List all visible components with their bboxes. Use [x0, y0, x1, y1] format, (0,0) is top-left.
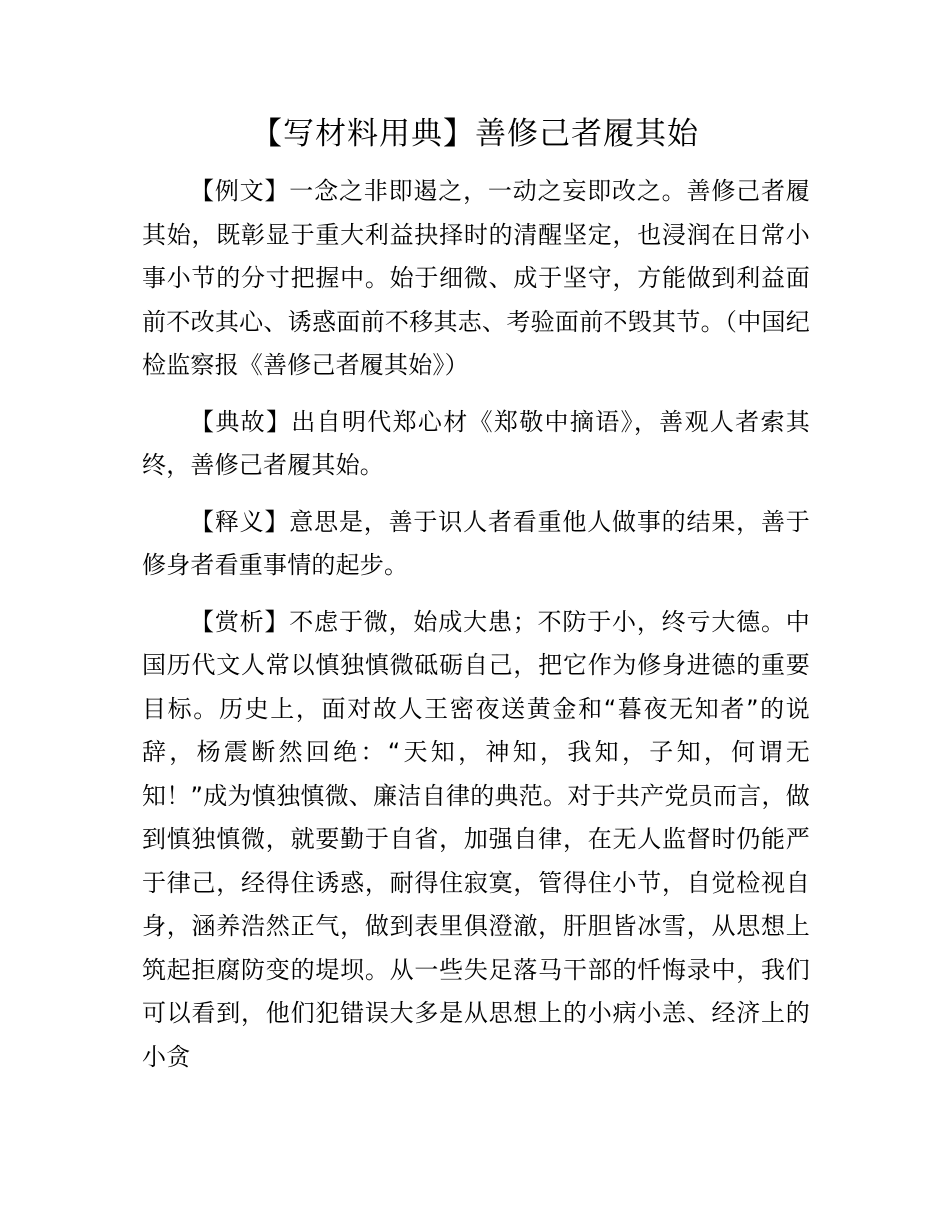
document-title: 【写材料用典】善修己者履其始: [251, 116, 699, 152]
paragraph-allusion: 【典故】出自明代郑心材《郑敬中摘语》，善观人者索其终，善修己者履其始。: [142, 407, 810, 479]
paragraph-interpretation: 【释义】意思是，善于识人者看重他人做事的结果，善于修身者看重事情的起步。: [142, 507, 810, 579]
paragraph-appreciation: 【赏析】不虑于微，始成大患；不防于小，终亏大德。中国历代文人常以慎独慎微砥砺自己，把它作为修身进德的重要目标。历史上，面对故人王密夜送黄金和“暮夜无知者”的说辞，杨震断然回绝：“天知，神知，我知，子知，何谓无知！”成为慎独慎微、廉洁自律的典范。对于共产党员而言，做到慎独慎微，就要勤于自省，加强自律，在无人监督时仍能严于律己，经得住诱惑，耐得住寂寞，管得住小节，自觉检视自身，涵养浩然正气，做到表里俱澄澈，肝胆皆冰雪，从思想上筑起拒腐防变的堤坝。从一些失足落马干部的忏悔录中，我们可以看到，他们犯错误大多是从思想上的小病小恙、经济上的小贪: [142, 607, 810, 1071]
paragraph-example: 【例文】一念之非即遏之，一动之妄即改之。善修己者履其始，既彰显于重大利益抉择时的清醒坚定，也浸润在日常小事小节的分寸把握中。始于细微、成于坚守，方能做到利益面前不改其心、诱惑面前不移其志、考验面前不毁其节。（中国纪检监察报《善修己者履其始》）: [142, 177, 810, 379]
document-body: [142, 170, 810, 1092]
